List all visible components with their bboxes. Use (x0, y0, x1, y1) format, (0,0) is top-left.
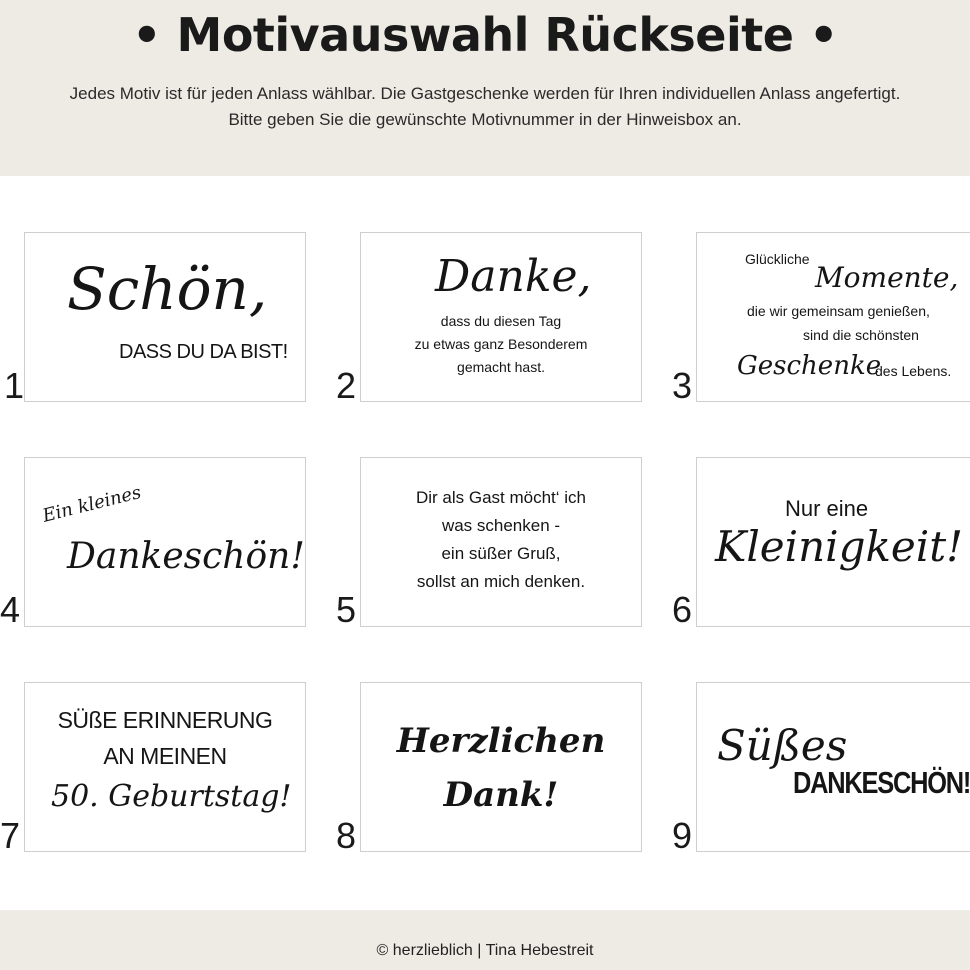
motif-2-line: zu etwas ganz Besonderem (414, 336, 588, 352)
motif-2-line: dass du diesen Tag (440, 313, 562, 329)
motif-5-line: sollst an mich denken. (416, 572, 586, 591)
motif-3-line: die wir gemeinsam genießen, (747, 303, 930, 319)
motif-number: 5 (336, 589, 357, 630)
motif-number: 4 (0, 589, 21, 630)
motif-7-caps-text: SÜßE ERINNERUNG (57, 707, 273, 733)
motif-3-script-text: Momente, (815, 261, 959, 294)
motif-number: 6 (672, 589, 693, 630)
motif-9-caps-text: DANKESCHÖN! (793, 765, 970, 800)
footer-banner (0, 910, 970, 970)
motif-3-script-text: Geschenke (737, 351, 882, 381)
motif-number: 8 (336, 815, 357, 856)
motif-card-3[interactable] (696, 232, 970, 402)
motif-number: 9 (672, 815, 693, 856)
motif-number: 7 (0, 815, 21, 856)
motif-3-line: sind die schönsten (803, 327, 919, 343)
motif-6-line: Nur eine (785, 496, 869, 521)
subtitle-line-2: Bitte geben Sie die gewünschte Motivnummer in der Hinweisbox an. (228, 110, 742, 129)
page-title: • Motivauswahl Rückseite • (132, 8, 838, 62)
motif-card-2[interactable] (360, 232, 642, 402)
motif-7-script-text: 50. Geburtstag! (51, 779, 292, 814)
subtitle-line-1: Jedes Motiv ist für jeden Anlass wählbar. Die Gastgeschenke werden für Ihren individuellen Anlass angefertigt. (69, 84, 901, 103)
motif-1-caps-text: DASS DU DA BIST! (119, 341, 288, 363)
motif-9-script-text: Süßes (717, 721, 848, 770)
motif-3-line: Glückliche (745, 251, 810, 267)
motif-card-4[interactable] (24, 457, 306, 627)
motif-5-line: was schenken - (441, 516, 561, 535)
motif-6-script-text: Kleinigkeit! (715, 522, 963, 571)
motif-card-1[interactable] (24, 232, 306, 402)
motif-number: 3 (672, 365, 693, 406)
motif-3-line: des Lebens. (875, 363, 952, 379)
motif-1-script-text: Schön, (67, 255, 268, 323)
motif-card-6[interactable] (696, 457, 970, 627)
motif-card-7[interactable] (24, 682, 306, 852)
motif-card-5[interactable] (360, 457, 642, 627)
motif-5-line: ein süßer Gruß, (441, 544, 561, 563)
motif-5-line: Dir als Gast möcht‘ ich (415, 488, 587, 507)
motif-2-script-text: Danke, (435, 251, 592, 302)
motif-4-arc-text: Ein kleines (40, 481, 144, 527)
motif-card-9[interactable] (696, 682, 970, 852)
motif-number: 2 (336, 365, 357, 406)
motif-number: 1 (4, 365, 25, 406)
footer-credit: © herzlieblich | Tina Hebestreit (376, 942, 594, 959)
motif-8-script-text: Dank! (443, 775, 559, 815)
motif-2-line: gemacht hast. (457, 359, 545, 375)
motif-8-script-text: Herzlichen (396, 721, 606, 761)
motif-4-script-text: Dankeschön! (67, 536, 305, 577)
motif-card-8[interactable] (360, 682, 642, 852)
header-banner (0, 0, 970, 176)
motif-7-caps-text: AN MEINEN (103, 743, 227, 769)
